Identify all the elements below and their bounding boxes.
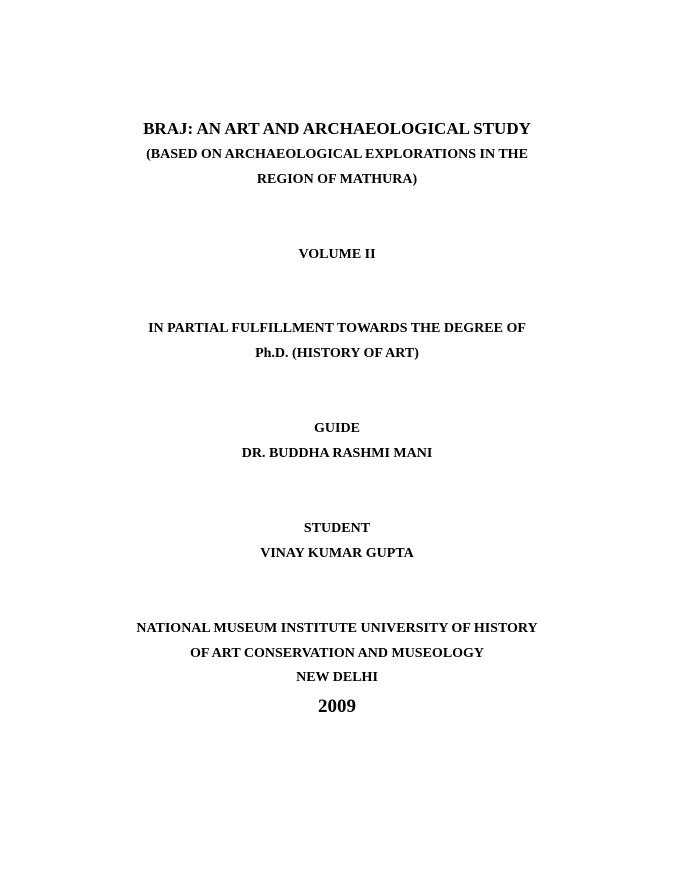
institution-line-1: NATIONAL MUSEUM INSTITUTE UNIVERSITY OF HISTORY <box>136 621 538 636</box>
student-name: VINAY KUMAR GUPTA <box>260 546 414 561</box>
guide-name: DR. BUDDHA RASHMI MANI <box>241 446 433 461</box>
thesis-subtitle-line-1: (BASED ON ARCHAEOLOGICAL EXPLORATIONS IN THE <box>146 147 528 162</box>
city: NEW DELHI <box>296 670 378 685</box>
thesis-subtitle-line-2: REGION OF MATHURA) <box>256 172 418 187</box>
volume-label: VOLUME II <box>298 247 376 262</box>
guide-heading: GUIDE <box>314 421 360 436</box>
degree-statement-line-2: Ph.D. (HISTORY OF ART) <box>255 346 419 361</box>
degree-statement-line-1: IN PARTIAL FULFILLMENT TOWARDS THE DEGREE OF <box>148 321 526 336</box>
thesis-title: BRAJ: AN ART AND ARCHAEOLOGICAL STUDY <box>143 119 531 138</box>
institution-line-2: OF ART CONSERVATION AND MUSEOLOGY <box>189 646 485 661</box>
year: 2009 <box>318 696 356 717</box>
student-heading: STUDENT <box>303 521 371 536</box>
